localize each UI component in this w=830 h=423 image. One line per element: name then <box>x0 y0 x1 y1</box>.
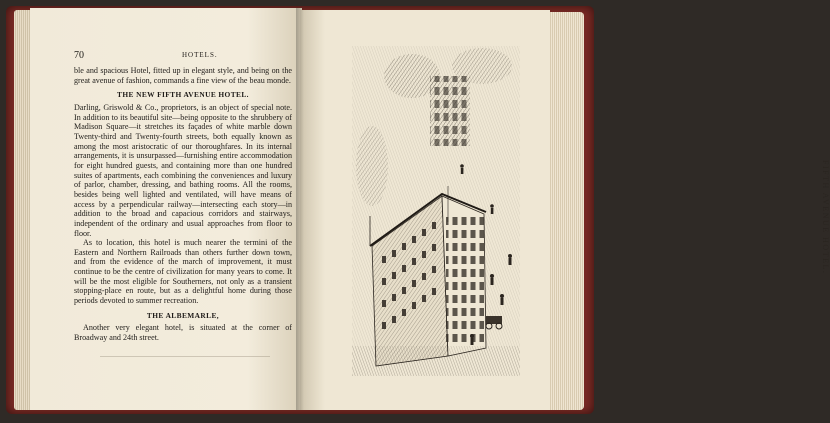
body-text <box>74 66 292 343</box>
book-gutter <box>296 8 304 410</box>
paragraph: As to location, this hotel is much nearer the termini of the Eastern and Northern Railroads than others further down town, and from the evidence of the march of improvement, it must continue to be the centre of civilization for many years to come. It will be the most eligible for Southerners, not only as a transient stopping-place en route, but as a delightful home during those periods devoted to summer recreation. <box>74 238 292 306</box>
right-page <box>300 10 830 410</box>
section-heading: THE NEW FIFTH AVENUE HOTEL. <box>117 90 249 100</box>
paragraph: Darling, Griswold & Co., proprietors, is an object of special note. In addition to its beautiful site—being opposite to the shrubbery of Madison Square—it stretches its façades of white marble down Twenty-third and Twenty-fourth streets, both equally known as among the most aristocratic of our thoroughfares. In its internal arrangements, it is unsurpassed—furnishing entire accommodation for eight hundred guests, and containing more than one hundred suites of apartments, each combining the conveniences and luxury of parlor, chamber, dressing, and bathing rooms. All the rooms, besides being well lighted and ventilated, will have means of access by a perpendicular railway—intersecting each story—in addition to the broad and capacious corridors and stairways, independent of the ordinary and usual approaches from floor to floor. <box>74 102 292 238</box>
page-header <box>74 50 294 62</box>
illustration-caption: FIFTH AVENUE HOTEL. <box>821 160 830 275</box>
page-number: 70 <box>74 50 84 61</box>
running-head: HOTELS. <box>182 51 218 59</box>
show-through-text <box>100 350 270 357</box>
paragraph: ble and spacious Hotel, fitted up in elegant style, and being on the great avenue of fashion, commands a fine view of the beau monde. <box>74 66 292 85</box>
section-heading: THE ALBEMARLE, <box>146 310 220 320</box>
fifth-avenue-hotel-engraving <box>352 46 520 376</box>
paragraph: Another very elegant hotel, is situated at the corner of Broadway and 24th street. <box>74 323 292 343</box>
page-edges-right <box>550 12 584 410</box>
